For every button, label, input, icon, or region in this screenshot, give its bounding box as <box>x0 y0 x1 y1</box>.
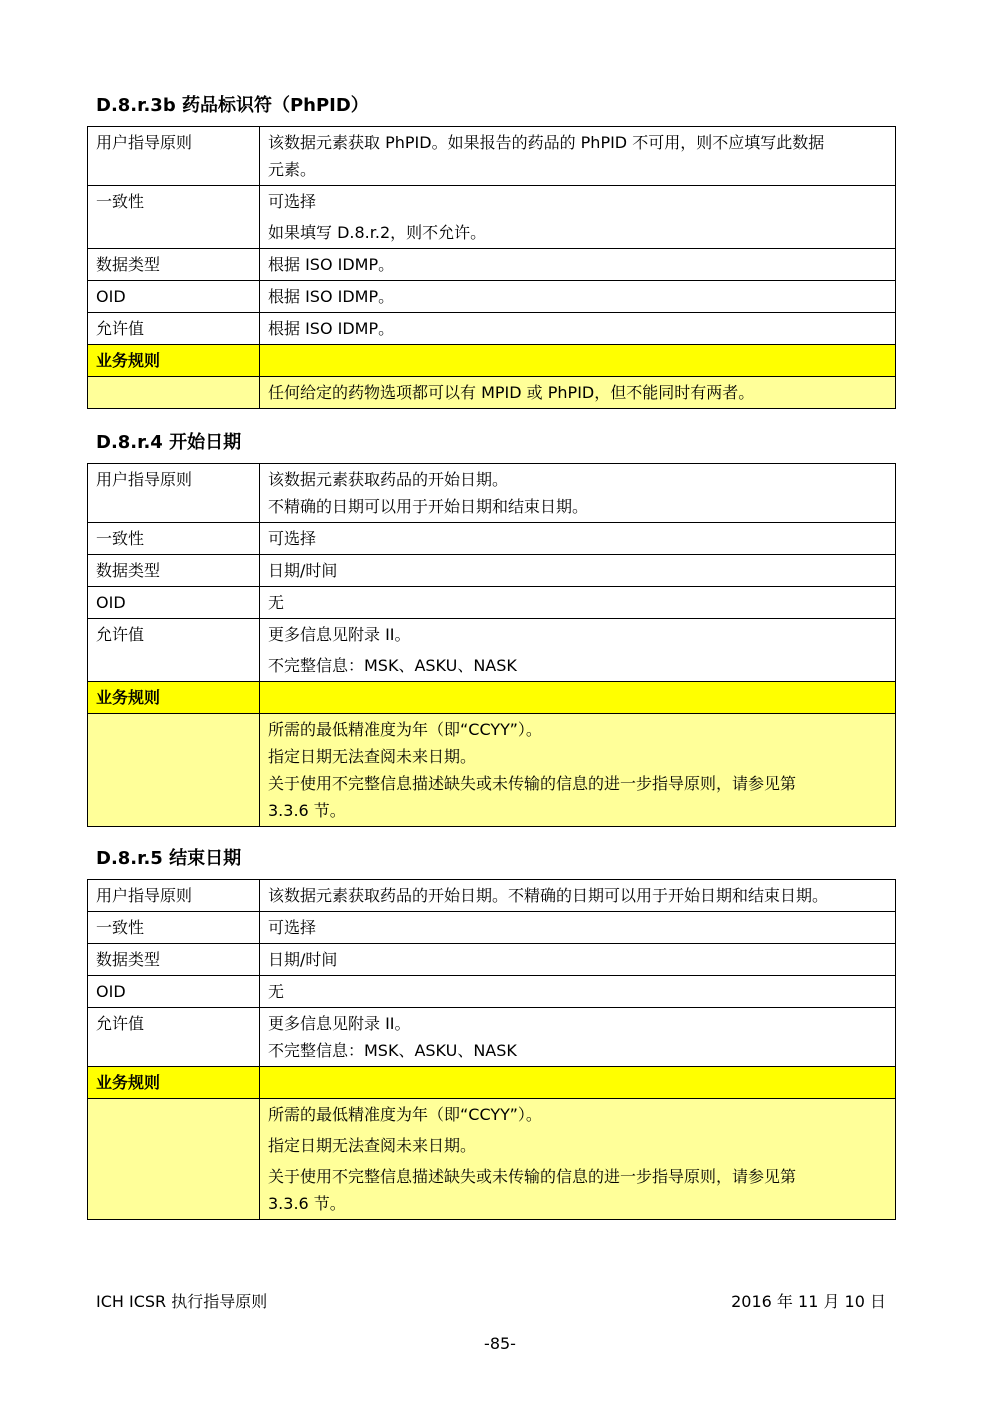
row-label: 数据类型 <box>88 249 260 281</box>
rule-line: 指定日期无法查阅未来日期。 <box>268 1136 477 1155</box>
table-row <box>88 587 896 619</box>
table-row <box>88 944 896 976</box>
row-label: 允许值 <box>88 313 260 345</box>
table-row <box>88 912 896 944</box>
business-rules-empty <box>88 377 260 409</box>
value-line: 更多信息见附录 II。 <box>268 1014 411 1033</box>
row-label: 数据类型 <box>88 555 260 587</box>
rule-line: 3.3.6 节。 <box>268 801 346 820</box>
business-rules-row <box>88 1099 896 1220</box>
section-d8r3b <box>87 94 895 409</box>
rule-line: 关于使用不完整信息描述缺失或未传输的信息的进一步指导原则，请参见第 <box>268 1167 797 1186</box>
rule-line: 任何给定的药物选项都可以有 MPID 或 PhPID，但不能同时有两者。 <box>268 383 755 402</box>
row-label: 允许值 <box>88 619 260 682</box>
row-value <box>260 555 896 587</box>
row-label: OID <box>88 281 260 313</box>
business-rules-empty <box>88 714 260 827</box>
section-title: D.8.r.5 结束日期 <box>96 848 242 869</box>
value-line: 根据 ISO IDMP。 <box>268 255 395 274</box>
value-line: 不完整信息：MSK、ASKU、NASK <box>268 1041 517 1060</box>
rule-line: 3.3.6 节。 <box>268 1194 346 1213</box>
rule-line: 所需的最低精准度为年（即“CCYY”）。 <box>268 720 542 739</box>
row-value <box>260 186 896 249</box>
rule-line: 关于使用不完整信息描述缺失或未传输的信息的进一步指导原则，请参见第 <box>268 774 797 793</box>
row-value <box>260 313 896 345</box>
business-rules-header-empty <box>260 1067 896 1099</box>
value-line: 元素。 <box>268 160 317 179</box>
business-rules-text <box>260 377 896 409</box>
table-row <box>88 523 896 555</box>
row-value <box>260 464 896 523</box>
row-value <box>260 127 896 186</box>
table-row <box>88 281 896 313</box>
section-d8r4 <box>87 431 895 827</box>
value-line: 不完整信息：MSK、ASKU、NASK <box>268 656 517 675</box>
row-label: 用户指导原则 <box>88 880 260 912</box>
value-line: 该数据元素获取药品的开始日期。不精确的日期可以用于开始日期和结束日期。 <box>268 886 829 905</box>
value-line: 日期/时间 <box>268 950 338 969</box>
row-label: 一致性 <box>88 912 260 944</box>
row-value <box>260 912 896 944</box>
page-number: -85- <box>484 1334 516 1353</box>
value-line: 该数据元素获取药品的开始日期。 <box>268 470 509 489</box>
table-row <box>88 555 896 587</box>
table-row <box>88 880 896 912</box>
row-value <box>260 619 896 682</box>
value-line: 无 <box>268 593 285 612</box>
value-line: 如果填写 D.8.r.2，则不允许。 <box>268 223 487 242</box>
business-rules-row <box>88 714 896 827</box>
business-rules-label: 业务规则 <box>88 345 260 377</box>
row-value <box>260 880 896 912</box>
business-rules-header-row <box>88 682 896 714</box>
table-row <box>88 249 896 281</box>
table-row <box>88 464 896 523</box>
table-row <box>88 619 896 682</box>
table-row <box>88 186 896 249</box>
business-rules-text <box>260 1099 896 1220</box>
business-rules-row <box>88 377 896 409</box>
value-line: 可选择 <box>268 918 317 937</box>
value-line: 根据 ISO IDMP。 <box>268 287 395 306</box>
business-rules-header-row <box>88 345 896 377</box>
business-rules-header-empty <box>260 345 896 377</box>
footer-date: 2016 年 11 月 10 日 <box>731 1292 886 1311</box>
row-value <box>260 587 896 619</box>
row-value <box>260 1008 896 1067</box>
spec-table <box>87 126 896 409</box>
business-rules-header-row <box>88 1067 896 1099</box>
row-label: 用户指导原则 <box>88 127 260 186</box>
value-line: 日期/时间 <box>268 561 338 580</box>
value-line: 该数据元素获取 PhPID。如果报告的药品的 PhPID 不可用，则不应填写此数据 <box>268 133 825 152</box>
value-line: 根据 ISO IDMP。 <box>268 319 395 338</box>
row-label: OID <box>88 587 260 619</box>
row-label: OID <box>88 976 260 1008</box>
value-line: 可选择 <box>268 192 317 211</box>
row-label: 一致性 <box>88 523 260 555</box>
value-line: 可选择 <box>268 529 317 548</box>
rule-line: 所需的最低精准度为年（即“CCYY”）。 <box>268 1105 542 1124</box>
table-row <box>88 976 896 1008</box>
section-title: D.8.r.3b 药品标识符（PhPID） <box>96 95 369 116</box>
footer-doc-title: ICH ICSR 执行指导原则 <box>96 1292 268 1311</box>
row-label: 允许值 <box>88 1008 260 1067</box>
table-row <box>88 127 896 186</box>
business-rules-header-empty <box>260 682 896 714</box>
row-label: 用户指导原则 <box>88 464 260 523</box>
row-value <box>260 523 896 555</box>
row-value <box>260 944 896 976</box>
business-rules-label: 业务规则 <box>88 682 260 714</box>
spec-table <box>87 463 896 827</box>
value-line: 不精确的日期可以用于开始日期和结束日期。 <box>268 497 589 516</box>
business-rules-text <box>260 714 896 827</box>
rule-line: 指定日期无法查阅未来日期。 <box>268 747 477 766</box>
row-value <box>260 281 896 313</box>
value-line: 无 <box>268 982 285 1001</box>
row-label: 数据类型 <box>88 944 260 976</box>
business-rules-label: 业务规则 <box>88 1067 260 1099</box>
row-label: 一致性 <box>88 186 260 249</box>
row-value <box>260 249 896 281</box>
value-line: 更多信息见附录 II。 <box>268 625 411 644</box>
table-row <box>88 313 896 345</box>
section-d8r5 <box>87 847 895 1220</box>
row-value <box>260 976 896 1008</box>
spec-table <box>87 879 896 1220</box>
table-row <box>88 1008 896 1067</box>
business-rules-empty <box>88 1099 260 1220</box>
section-title: D.8.r.4 开始日期 <box>96 432 242 453</box>
